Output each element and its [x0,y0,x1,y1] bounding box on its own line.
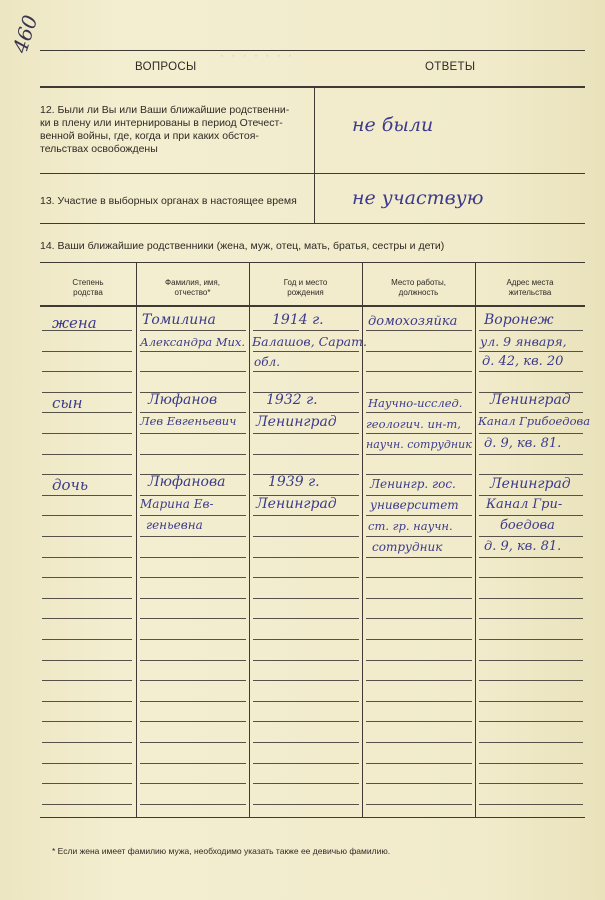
writing-line [366,495,472,496]
writing-line [42,454,132,455]
relative-2-address-line1: Ленинград [490,392,571,408]
writing-line [42,515,132,516]
q12-line-2: ки в плену или интернированы в период Отечест- [40,117,283,129]
writing-line [366,392,472,393]
writing-line [479,660,583,661]
writing-line [253,412,359,413]
writing-line [366,701,472,702]
relative-2-birth-line1: 1932 г. [266,392,318,408]
writing-line [42,474,132,475]
writing-line [253,680,359,681]
relative-3-address-line2: Канал Гри- [486,497,563,512]
col-header-name-line2: отчество* [174,288,211,297]
relative-2-birth-line2: Ленинград [256,414,337,430]
writing-line [253,660,359,661]
writing-line [42,783,132,784]
writing-line [366,660,472,661]
footnote: * Если жена имеет фамилию мужа, необходимо указать также ее девичью фамилию. [52,846,391,856]
writing-line [140,639,246,640]
relative-1-address-line1: Воронеж [484,312,554,328]
relative-3-work-line4: сотрудник [372,540,443,554]
relative-2-work-line3: научн. сотрудник [366,438,472,451]
q12-line-3: венной войны, где, когда и при каких обстоя- [40,130,259,142]
writing-line [366,557,472,558]
writing-line [366,371,472,372]
writing-line [42,495,132,496]
writing-line [479,804,583,805]
writing-line [253,515,359,516]
writing-line [140,598,246,599]
writing-line [140,660,246,661]
bleed-through-text: · · · · · · · [220,48,294,62]
writing-line [42,721,132,722]
writing-line [366,763,472,764]
header-top-rule [40,50,585,51]
writing-line [479,474,583,475]
writing-line [253,804,359,805]
writing-line [253,351,359,352]
writing-line [140,763,246,764]
relative-3-birth-line2: Ленинград [256,496,337,512]
col-header-birth-line1: Год и место [283,278,328,287]
col-divider-4 [475,262,476,817]
col-header-name [136,278,249,298]
question-13: 13. Участие в выборных органах в настоящее время [40,195,297,207]
relative-1-birth-line3: обл. [254,355,281,369]
relative-3-relation: дочь [52,476,89,494]
writing-line [366,639,472,640]
writing-line [366,598,472,599]
col-header-work-line2: должность [398,288,439,297]
q13-answer: не участвую [352,187,484,209]
writing-line [479,351,583,352]
writing-line [366,721,472,722]
writing-line [253,330,359,331]
q12-bottom-rule [40,173,585,174]
relatives-table-bottom-rule [40,817,585,818]
col-header-relation [40,278,136,298]
writing-line [253,639,359,640]
writing-line [366,433,472,434]
col-header-relation-line1: Степень [72,278,104,287]
archive-page-number: 460 [7,12,43,56]
qa-column-divider [314,86,315,224]
relative-1-birth-line2: Балашов, Сарат. [252,334,367,349]
writing-line [479,742,583,743]
writing-line [42,804,132,805]
relative-3-work-line3: ст. гр. научн. [368,519,453,533]
relative-3-address-line3: боедова [500,518,555,533]
writing-line [366,412,472,413]
writing-line [479,783,583,784]
relative-2-address-line3: д. 9, кв. 81. [484,436,562,451]
writing-line [253,371,359,372]
writing-line [42,680,132,681]
writing-line [479,433,583,434]
writing-line [140,412,246,413]
writing-line [140,330,246,331]
writing-line [140,742,246,743]
relative-1-name-line2: Александра Мих. [140,335,246,349]
writing-line [366,330,472,331]
question-14: 14. Ваши ближайшие родственники (жена, муж, отец, мать, братья, сестры и дети) [40,240,445,252]
relative-3-work-line1: Ленингр. гос. [370,477,456,491]
writing-line [479,557,583,558]
writing-line [140,680,246,681]
writing-line [479,412,583,413]
col-header-name-line1: Фамилия, имя, [165,278,220,287]
writing-line [366,536,472,537]
writing-line [253,721,359,722]
relative-2-address-line2: Канал Грибоедова [478,414,591,428]
writing-line [479,495,583,496]
writing-line [42,577,132,578]
relative-3-work-line2: университет [370,498,459,512]
writing-line [366,804,472,805]
writing-line [253,618,359,619]
writing-line [253,536,359,537]
writing-line [42,557,132,558]
writing-line [42,433,132,434]
q12-line-4: тельствах освобождены [40,143,158,155]
writing-line [140,701,246,702]
answers-header: ОТВЕТЫ [425,61,476,73]
writing-line [42,639,132,640]
writing-line [42,371,132,372]
writing-line [366,351,472,352]
writing-line [366,474,472,475]
writing-line [140,495,246,496]
col-divider-2 [249,262,250,817]
writing-line [479,598,583,599]
relative-2-name-line1: Люфанов [148,392,218,408]
relatives-table-top-rule [40,262,585,263]
col-header-work-line1: Место работы, [391,278,446,287]
relative-3-name-line1: Люфанова [148,474,226,490]
writing-line [253,598,359,599]
writing-line [366,577,472,578]
writing-line [42,763,132,764]
col-header-address [475,278,585,298]
writing-line [42,618,132,619]
relative-2-work-line2: геологич. ин-т, [366,417,461,431]
relative-1-work-line1: домохозяйка [368,314,458,329]
writing-line [253,577,359,578]
relative-3-name-line3: геньевна [146,518,203,532]
writing-line [479,618,583,619]
writing-line [479,680,583,681]
writing-line [42,660,132,661]
relative-1-birth-line1: 1914 г. [272,312,324,328]
relative-3-address-line4: д. 9, кв. 81. [484,539,562,554]
questions-header: ВОПРОСЫ [135,61,197,73]
relative-3-name-line2: Марина Ев- [140,497,214,511]
writing-line [366,454,472,455]
writing-line [42,598,132,599]
writing-line [479,639,583,640]
writing-line [140,783,246,784]
writing-line [42,392,132,393]
writing-line [479,536,583,537]
writing-line [253,701,359,702]
writing-line [479,330,583,331]
writing-line [140,371,246,372]
writing-line [42,412,132,413]
q12-answer: не были [352,114,434,136]
writing-line [42,536,132,537]
writing-line [366,618,472,619]
relative-3-address-line1: Ленинград [490,476,571,492]
writing-line [253,742,359,743]
writing-line [140,351,246,352]
col-header-address-line2: жительства [508,288,552,297]
writing-line [140,618,246,619]
writing-line [366,783,472,784]
writing-line [253,433,359,434]
writing-line [479,454,583,455]
writing-line [140,557,246,558]
q13-bottom-rule [40,223,585,224]
q12-line-1: 12. Были ли Вы или Ваши ближайшие родственни- [40,104,290,116]
writing-line [253,557,359,558]
writing-line [140,433,246,434]
writing-line [253,783,359,784]
header-bottom-rule [40,86,585,88]
relative-2-name-line2: Лев Евгеньевич [140,414,237,428]
writing-line [140,536,246,537]
col-header-address-line1: Адрес места [506,278,554,287]
writing-line [140,454,246,455]
writing-line [479,721,583,722]
relatives-table-header-rule [40,305,585,307]
col-header-work [362,278,475,298]
relative-1-address-line2: ул. 9 января, [480,334,567,349]
writing-line [253,454,359,455]
writing-line [42,701,132,702]
writing-line [479,577,583,578]
relative-1-name-line1: Томилина [142,312,216,328]
writing-line [479,515,583,516]
writing-line [140,577,246,578]
col-header-relation-line2: родства [73,288,103,297]
relative-2-relation: сын [52,394,83,412]
col-header-birth [249,278,362,298]
question-12 [40,104,312,156]
writing-line [479,371,583,372]
writing-line [140,721,246,722]
writing-line [140,804,246,805]
writing-line [42,742,132,743]
relative-1-address-line3: д. 42, кв. 20 [482,354,564,369]
writing-line [42,351,132,352]
writing-line [366,742,472,743]
writing-line [366,515,472,516]
col-header-birth-line2: рождения [287,288,324,297]
writing-line [140,515,246,516]
writing-line [479,763,583,764]
relative-2-work-line1: Научно-исслед. [368,396,463,410]
writing-line [253,763,359,764]
relative-1-relation: жена [52,314,97,332]
writing-line [479,701,583,702]
relative-3-birth-line1: 1939 г. [268,474,320,490]
col-divider-1 [136,262,137,817]
writing-line [366,680,472,681]
